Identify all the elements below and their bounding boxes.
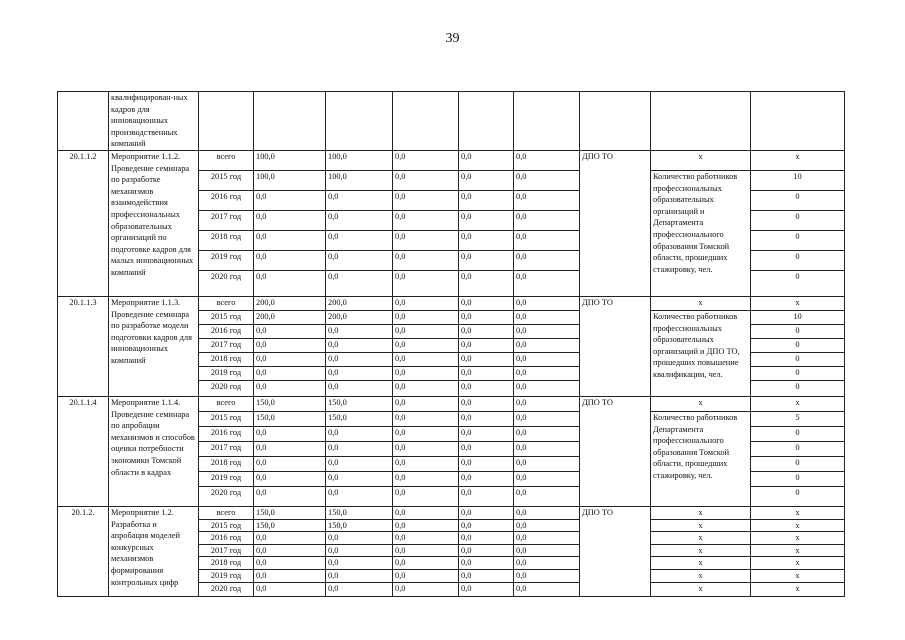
value-cell: 150,0	[254, 396, 326, 411]
period-cell: 2015 год	[199, 170, 254, 190]
value-cell: 0,0	[254, 532, 326, 545]
value-cell: 0,0	[393, 411, 459, 426]
indicator-value: 0	[751, 456, 845, 471]
activity-name: Мероприятие 1.1.2. Проведение семинара по разработке механизмов взаимодействия профессиональных образовательных организаций по подготовке кадров для малых инновационных компаний	[109, 150, 199, 296]
value-cell: 0,0	[514, 569, 580, 582]
value-cell: 0,0	[393, 352, 459, 366]
indicator-value: 0	[751, 250, 845, 270]
value-cell: 150,0	[254, 411, 326, 426]
indicator-value: 0	[751, 190, 845, 210]
value-cell: 0,0	[514, 352, 580, 366]
value-cell: 0,0	[459, 338, 514, 352]
value-cell: 0,0	[393, 519, 459, 532]
value-cell: 0,0	[393, 170, 459, 190]
value-cell: 0,0	[459, 544, 514, 557]
value-cell: 0,0	[459, 310, 514, 324]
value-cell: 200,0	[254, 310, 326, 324]
activity-code: 20.1.1.4	[58, 396, 109, 506]
executor-cell: ДПО ТО	[580, 296, 651, 396]
indicator-cell: х	[651, 150, 751, 170]
indicator-cell: х	[651, 396, 751, 411]
value-cell: 0,0	[514, 338, 580, 352]
value-cell: 0,0	[393, 557, 459, 570]
value-cell: 0,0	[326, 270, 393, 296]
period-cell: 2019 год	[199, 250, 254, 270]
value-cell: 0,0	[326, 230, 393, 250]
value-cell: 0,0	[254, 380, 326, 396]
period-cell: 2016 год	[199, 426, 254, 441]
indicator-value: 0	[751, 338, 845, 352]
value-cell: 0,0	[514, 324, 580, 338]
value-cell: 0,0	[326, 338, 393, 352]
indicator-value: 0	[751, 380, 845, 396]
value-cell: 0,0	[514, 411, 580, 426]
value-cell: 0,0	[393, 324, 459, 338]
indicator-name: Количество работников профессиональных образовательных организаций и Департамента профессионального образования Томской области, прошедших стажировку, чел.	[651, 170, 751, 296]
indicator-cell: х	[651, 582, 751, 596]
value-cell: 0,0	[326, 441, 393, 456]
value-cell: 0,0	[514, 557, 580, 570]
value-cell: 0,0	[459, 352, 514, 366]
value-cell: 0,0	[254, 338, 326, 352]
value-cell: 0,0	[459, 519, 514, 532]
value-cell: 0,0	[459, 456, 514, 471]
table-row	[58, 150, 845, 170]
value-cell: 0,0	[254, 190, 326, 210]
table-row	[58, 506, 845, 519]
value-cell: 200,0	[254, 296, 326, 310]
activity-name: Мероприятие 1.1.4. Проведение семинара по апробации механизмов и способов оценки потребности экономики Томской области в кадрах	[109, 396, 199, 506]
activity-code: 20.1.1.3	[58, 296, 109, 396]
value-cell: 0,0	[459, 270, 514, 296]
indicator-value: 10	[751, 310, 845, 324]
value-cell: 0,0	[514, 210, 580, 230]
value-cell: 0,0	[326, 456, 393, 471]
value-cell: 0,0	[514, 532, 580, 545]
value-cell: 0,0	[514, 471, 580, 486]
value-cell: 0,0	[393, 310, 459, 324]
executor-cell: ДПО ТО	[580, 506, 651, 596]
value-cell: 0,0	[514, 519, 580, 532]
value-cell: 0,0	[459, 557, 514, 570]
period-cell: всего	[199, 396, 254, 411]
period-cell: всего	[199, 506, 254, 519]
value-cell: 0,0	[459, 250, 514, 270]
value-cell: 0,0	[326, 569, 393, 582]
value-cell: 100,0	[326, 150, 393, 170]
value-cell: 100,0	[254, 170, 326, 190]
indicator-name: Количество работников Департамента профессионального образования Томской области, прошедших стажировку, чел.	[651, 411, 751, 506]
indicator-value: х	[751, 296, 845, 310]
period-cell: 2020 год	[199, 486, 254, 506]
value-cell: 150,0	[326, 506, 393, 519]
value-cell: 0,0	[393, 506, 459, 519]
indicator-value: 0	[751, 270, 845, 296]
value-cell: 0,0	[393, 366, 459, 380]
indicator-value: х	[751, 506, 845, 519]
indicator-value: х	[751, 557, 845, 570]
value-cell: 0,0	[254, 352, 326, 366]
value-cell: 0,0	[393, 210, 459, 230]
value-cell: 0,0	[459, 411, 514, 426]
indicator-value: 0	[751, 324, 845, 338]
value-cell: 0,0	[254, 471, 326, 486]
continuation-text: квалифицирован-ных кадров для инновационных производственных компаний	[109, 92, 199, 151]
value-cell: 0,0	[393, 456, 459, 471]
value-cell: 0,0	[326, 210, 393, 230]
value-cell: 0,0	[459, 426, 514, 441]
value-cell: 0,0	[459, 441, 514, 456]
value-cell: 150,0	[254, 519, 326, 532]
value-cell: 0,0	[254, 210, 326, 230]
value-cell: 0,0	[254, 324, 326, 338]
value-cell: 0,0	[459, 471, 514, 486]
table-body	[58, 92, 845, 597]
indicator-value: 0	[751, 352, 845, 366]
value-cell: 0,0	[254, 582, 326, 596]
value-cell: 0,0	[393, 471, 459, 486]
executor-cell: ДПО ТО	[580, 396, 651, 506]
period-cell: 2020 год	[199, 380, 254, 396]
value-cell: 0,0	[459, 486, 514, 506]
activity-name: Мероприятие 1.2. Разработка и апробация моделей конкурсных механизмов формирования контрольных цифр	[109, 506, 199, 596]
indicator-value: 0	[751, 471, 845, 486]
value-cell: 0,0	[514, 456, 580, 471]
period-cell: всего	[199, 296, 254, 310]
period-cell: 2018 год	[199, 230, 254, 250]
value-cell: 0,0	[459, 396, 514, 411]
indicator-value: 5	[751, 411, 845, 426]
value-cell: 0,0	[326, 582, 393, 596]
indicator-value: х	[751, 544, 845, 557]
value-cell: 0,0	[254, 230, 326, 250]
value-cell: 150,0	[326, 411, 393, 426]
value-cell: 0,0	[393, 396, 459, 411]
value-cell: 150,0	[326, 519, 393, 532]
value-cell: 0,0	[326, 352, 393, 366]
period-cell: 2017 год	[199, 544, 254, 557]
value-cell: 0,0	[254, 250, 326, 270]
value-cell: 0,0	[459, 150, 514, 170]
value-cell: 0,0	[254, 366, 326, 380]
period-cell: 2016 год	[199, 324, 254, 338]
value-cell: 0,0	[514, 380, 580, 396]
value-cell: 150,0	[326, 396, 393, 411]
value-cell: 0,0	[393, 150, 459, 170]
value-cell: 0,0	[514, 544, 580, 557]
table-row	[58, 396, 845, 411]
program-activities-table	[57, 91, 845, 597]
value-cell: 0,0	[326, 324, 393, 338]
activity-code: 20.1.1.2	[58, 150, 109, 296]
period-cell: 2015 год	[199, 519, 254, 532]
value-cell: 0,0	[514, 396, 580, 411]
value-cell: 0,0	[514, 170, 580, 190]
value-cell: 0,0	[459, 210, 514, 230]
value-cell: 0,0	[393, 338, 459, 352]
indicator-value: х	[751, 569, 845, 582]
period-cell: 2017 год	[199, 210, 254, 230]
value-cell: 0,0	[393, 426, 459, 441]
indicator-cell: х	[651, 519, 751, 532]
value-cell: 0,0	[326, 486, 393, 506]
value-cell: 200,0	[326, 296, 393, 310]
value-cell: 0,0	[326, 544, 393, 557]
indicator-value: 0	[751, 366, 845, 380]
value-cell: 0,0	[514, 230, 580, 250]
value-cell: 0,0	[393, 380, 459, 396]
value-cell: 0,0	[254, 557, 326, 570]
value-cell: 0,0	[459, 296, 514, 310]
value-cell: 0,0	[514, 150, 580, 170]
value-cell: 0,0	[254, 544, 326, 557]
value-cell: 0,0	[393, 250, 459, 270]
activity-code: 20.1.2.	[58, 506, 109, 596]
value-cell: 0,0	[326, 471, 393, 486]
indicator-name: Количество работников профессиональных образовательных организаций и ДПО ТО, прошедших повышение квалификации, чел.	[651, 310, 751, 396]
page-number: 39	[445, 31, 460, 46]
value-cell: 0,0	[514, 366, 580, 380]
value-cell: 0,0	[514, 486, 580, 506]
value-cell: 0,0	[393, 532, 459, 545]
value-cell: 0,0	[514, 250, 580, 270]
value-cell: 0,0	[514, 190, 580, 210]
period-cell: всего	[199, 150, 254, 170]
indicator-cell: х	[651, 557, 751, 570]
value-cell: 0,0	[514, 296, 580, 310]
continuation-row	[58, 92, 845, 151]
value-cell: 0,0	[254, 426, 326, 441]
period-cell: 2015 год	[199, 310, 254, 324]
indicator-value: х	[751, 582, 845, 596]
value-cell: 0,0	[459, 170, 514, 190]
value-cell: 0,0	[459, 230, 514, 250]
value-cell: 0,0	[326, 557, 393, 570]
period-cell: 2015 год	[199, 411, 254, 426]
value-cell: 0,0	[459, 324, 514, 338]
indicator-value: х	[751, 519, 845, 532]
value-cell: 100,0	[326, 170, 393, 190]
value-cell: 0,0	[393, 296, 459, 310]
value-cell: 0,0	[254, 456, 326, 471]
period-cell: 2018 год	[199, 352, 254, 366]
value-cell: 0,0	[393, 582, 459, 596]
value-cell: 0,0	[326, 426, 393, 441]
value-cell: 0,0	[326, 366, 393, 380]
value-cell: 0,0	[326, 380, 393, 396]
period-cell: 2017 год	[199, 441, 254, 456]
value-cell: 200,0	[326, 310, 393, 324]
period-cell: 2020 год	[199, 270, 254, 296]
period-cell: 2018 год	[199, 456, 254, 471]
indicator-value: 0	[751, 230, 845, 250]
value-cell: 0,0	[459, 380, 514, 396]
table-row	[58, 296, 845, 310]
value-cell: 0,0	[514, 270, 580, 296]
activity-name: Мероприятие 1.1.3. Проведение семинара по разработке модели подготовки кадров для инновационных компаний	[109, 296, 199, 396]
value-cell: 0,0	[326, 250, 393, 270]
indicator-value: 0	[751, 210, 845, 230]
indicator-cell: х	[651, 296, 751, 310]
value-cell: 0,0	[393, 270, 459, 296]
indicator-cell: х	[651, 544, 751, 557]
value-cell: 0,0	[514, 441, 580, 456]
value-cell: 0,0	[514, 582, 580, 596]
period-cell: 2019 год	[199, 569, 254, 582]
period-cell: 2019 год	[199, 366, 254, 380]
value-cell: 0,0	[254, 486, 326, 506]
value-cell: 0,0	[514, 310, 580, 324]
indicator-cell: х	[651, 532, 751, 545]
value-cell: 0,0	[393, 569, 459, 582]
value-cell: 0,0	[254, 569, 326, 582]
value-cell: 0,0	[514, 426, 580, 441]
value-cell: 0,0	[393, 441, 459, 456]
indicator-value: 10	[751, 170, 845, 190]
period-cell: 2017 год	[199, 338, 254, 352]
indicator-value: х	[751, 150, 845, 170]
value-cell: 0,0	[459, 569, 514, 582]
value-cell: 0,0	[393, 230, 459, 250]
value-cell: 0,0	[393, 190, 459, 210]
period-cell: 2020 год	[199, 582, 254, 596]
value-cell: 0,0	[254, 270, 326, 296]
value-cell: 0,0	[393, 486, 459, 506]
indicator-cell: х	[651, 569, 751, 582]
period-cell: 2019 год	[199, 471, 254, 486]
period-cell: 2016 год	[199, 532, 254, 545]
indicator-value: 0	[751, 486, 845, 506]
value-cell: 0,0	[254, 441, 326, 456]
value-cell: 0,0	[326, 532, 393, 545]
indicator-value: х	[751, 396, 845, 411]
value-cell: 100,0	[254, 150, 326, 170]
value-cell: 0,0	[459, 190, 514, 210]
period-cell: 2016 год	[199, 190, 254, 210]
value-cell: 0,0	[514, 506, 580, 519]
value-cell: 0,0	[459, 582, 514, 596]
indicator-cell: х	[651, 506, 751, 519]
value-cell: 0,0	[459, 532, 514, 545]
indicator-value: х	[751, 532, 845, 545]
value-cell: 150,0	[254, 506, 326, 519]
value-cell: 0,0	[459, 506, 514, 519]
value-cell: 0,0	[326, 190, 393, 210]
value-cell: 0,0	[459, 366, 514, 380]
indicator-value: 0	[751, 426, 845, 441]
period-cell: 2018 год	[199, 557, 254, 570]
indicator-value: 0	[751, 441, 845, 456]
executor-cell: ДПО ТО	[580, 150, 651, 296]
value-cell: 0,0	[393, 544, 459, 557]
